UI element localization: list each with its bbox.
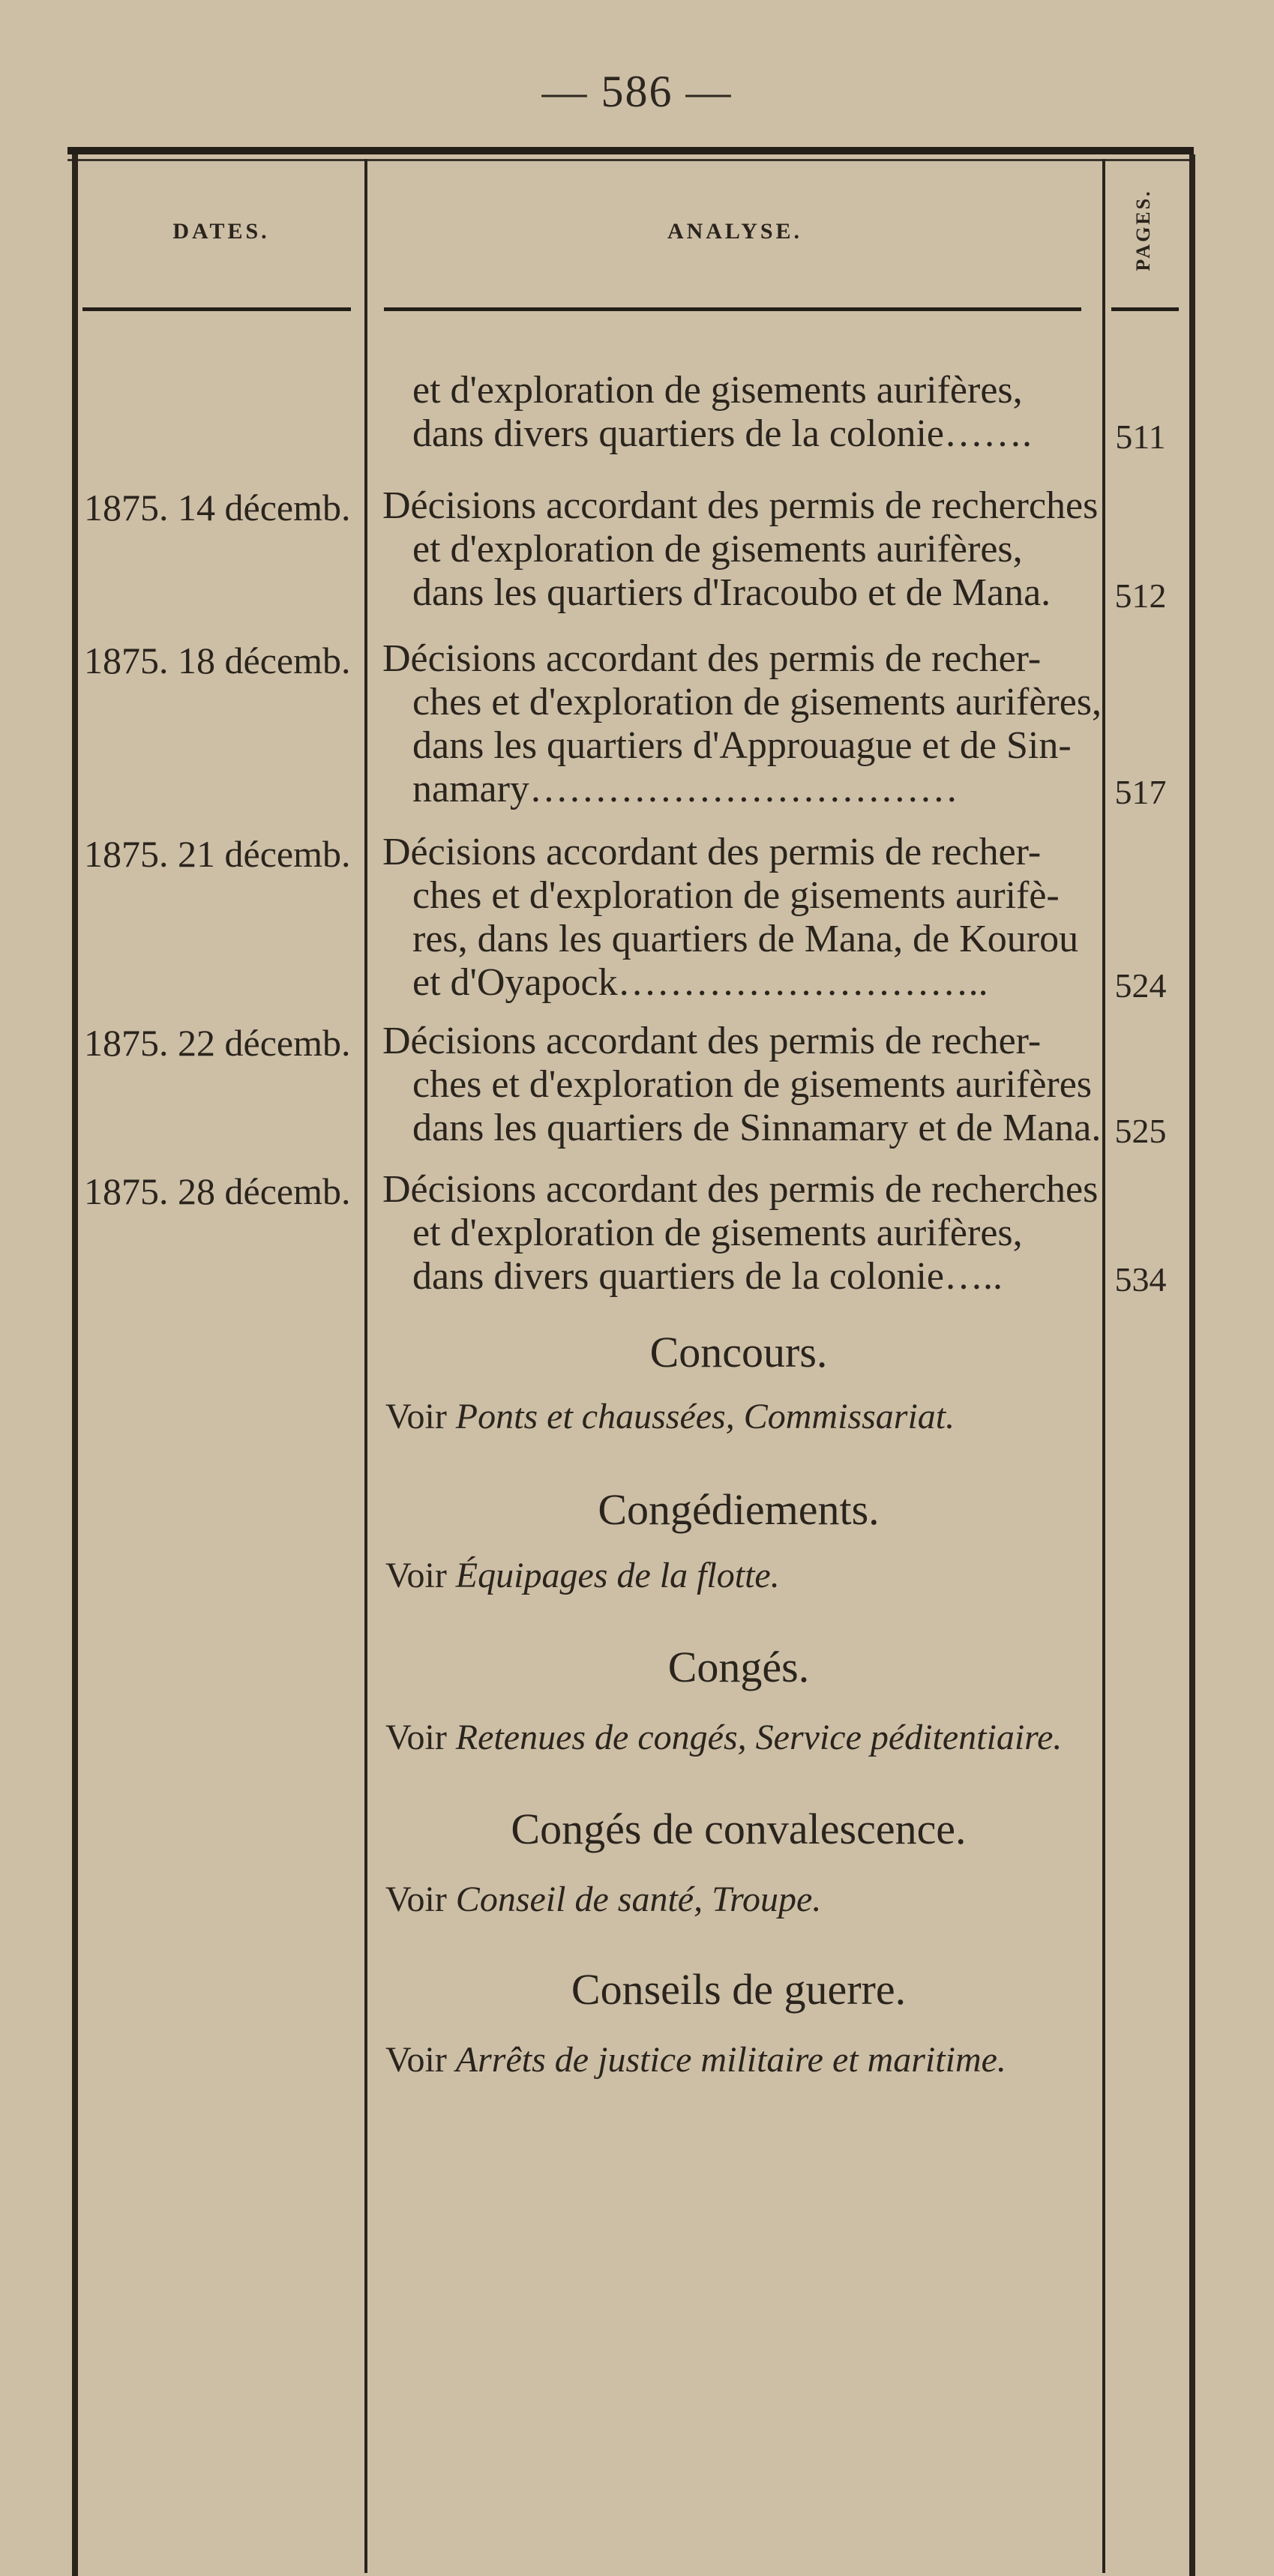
see-also-line [385, 2039, 1006, 2080]
table-right-border [1189, 154, 1195, 2576]
entry-page: 511 [1115, 418, 1166, 456]
section-heading: Concours. [649, 1328, 828, 1376]
table-top-rule-thin [67, 159, 1194, 161]
entry-page: 534 [1114, 1260, 1167, 1298]
header-dates: DATES. [172, 219, 270, 244]
entry-text-line: namary…………………………… [412, 768, 958, 810]
entry-date: 1875. 18 décemb. [84, 640, 351, 681]
see-also-ref: Retenues de congés, Service péditentiaire. [455, 1718, 1063, 1757]
section-heading: Congédiements. [598, 1485, 880, 1534]
see-also-ref: Conseil de santé, Troupe. [455, 1880, 822, 1919]
see-also-label: Voir [385, 1397, 447, 1436]
header-pages-rule [1111, 307, 1179, 311]
entry-text-line: res, dans les quartiers de Mana, de Kourou [412, 918, 1079, 960]
see-also-ref: Arrêts de justice militaire et maritime. [455, 2040, 1006, 2080]
entry-page: 524 [1114, 966, 1167, 1005]
entry-text-line: dans les quartiers de Sinnamary et de Mana. [412, 1107, 1102, 1149]
entry-text-line: ches et d'exploration de gisements aurifères [412, 1063, 1093, 1106]
entry-date: 1875. 28 décemb. [84, 1170, 351, 1212]
column-divider-dates [364, 159, 367, 2573]
entry-text-line: dans divers quartiers de la colonie….. [412, 1255, 1003, 1298]
entry-text-line: Décisions accordant des permis de recherches [382, 484, 1099, 527]
see-also-line [385, 1717, 1062, 1758]
entry-page: 517 [1114, 773, 1167, 811]
entry-date: 1875. 21 décemb. [84, 833, 351, 875]
header-analyse-rule [384, 307, 1081, 311]
see-also-label: Voir [385, 2040, 447, 2080]
entry-page: 525 [1114, 1112, 1167, 1150]
entry-text-line: Décisions accordant des permis de recherches [382, 1168, 1099, 1211]
section-heading: Congés. [667, 1643, 810, 1691]
see-also-line [385, 1396, 955, 1437]
table-left-border [72, 154, 78, 2576]
header-dates-rule [82, 307, 351, 311]
entry-text-line: et d'Oyapock……………………….. [412, 961, 988, 1004]
entry-text-line: Décisions accordant des permis de recher- [382, 1020, 1042, 1062]
entry-date: 1875. 14 décemb. [84, 487, 351, 529]
entry-text-line: Décisions accordant des permis de recher- [382, 637, 1042, 680]
entry-text-line: et d'exploration de gisements aurifères, [412, 1212, 1023, 1254]
entry-date: 1875. 22 décemb. [84, 1022, 351, 1064]
entry-text-line: Décisions accordant des permis de recher- [382, 831, 1042, 873]
column-divider-pages [1102, 159, 1105, 2573]
header-analyse: ANALYSE. [667, 219, 803, 244]
see-also-line [385, 1879, 821, 1920]
entry-text-line: dans divers quartiers de la colonie……. [412, 412, 1032, 455]
table-top-rule [67, 147, 1194, 154]
see-also-label: Voir [385, 1556, 447, 1595]
entry-text-line: dans les quartiers d'Iracoubo et de Mana. [412, 571, 1051, 614]
see-also-label: Voir [385, 1880, 447, 1919]
page-number: — 586 — [541, 67, 733, 116]
section-heading: Conseils de guerre. [571, 1965, 907, 2014]
entry-text-line: dans les quartiers d'Approuague et de Sin- [412, 724, 1072, 767]
header-pages: PAGES. [1132, 189, 1154, 271]
see-also-line [385, 1555, 780, 1596]
entry-text-line: ches et d'exploration de gisements aurifè- [412, 874, 1060, 917]
see-also-label: Voir [385, 1718, 447, 1757]
section-heading: Congés de convalescence. [511, 1805, 967, 1853]
entry-text-line: et d'exploration de gisements aurifères, [412, 369, 1023, 412]
entry-text-line: et d'exploration de gisements aurifères, [412, 528, 1023, 571]
entry-text-line: ches et d'exploration de gisements aurifères, [412, 681, 1102, 723]
see-also-ref: Équipages de la flotte. [455, 1556, 780, 1595]
see-also-ref: Ponts et chaussées, Commissariat. [455, 1397, 955, 1436]
entry-page: 512 [1114, 577, 1167, 615]
